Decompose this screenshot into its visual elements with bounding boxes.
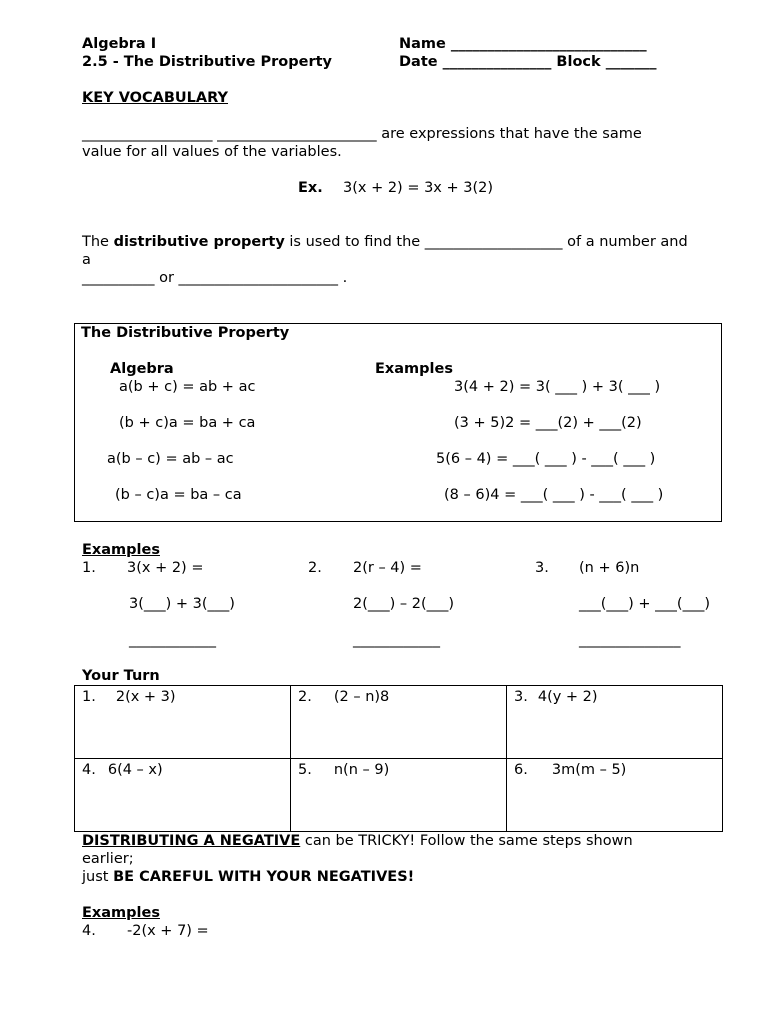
negative-text-1: can be TRICKY! Follow the same steps shown bbox=[300, 833, 633, 849]
name-field: Name ___________________________ bbox=[399, 36, 647, 52]
examples-2-heading: Examples bbox=[82, 905, 160, 921]
negative-warning: BE CAREFUL WITH YOUR NEGATIVES! bbox=[113, 869, 415, 885]
cell-4-problem: 6(4 – x) bbox=[107, 762, 163, 778]
example-3-answer: ______________ bbox=[579, 632, 681, 648]
algebra-rule-4: (b – c)a = ba – ca bbox=[115, 487, 242, 503]
dist-pre: The bbox=[82, 234, 114, 250]
example-2-answer: ____________ bbox=[353, 632, 440, 648]
your-turn-cell-3 bbox=[507, 686, 723, 759]
dist-line-2: a bbox=[82, 252, 91, 268]
distributive-sentence bbox=[82, 233, 688, 251]
negative-line-3 bbox=[82, 868, 414, 886]
cell-2-problem: (2 – n)8 bbox=[333, 689, 390, 705]
algebra-rule-1: a(b + c) = ab + ac bbox=[119, 379, 256, 395]
table-row bbox=[75, 759, 723, 832]
cell-6-problem: 3m(m – 5) bbox=[551, 762, 627, 778]
dist-post: is used to find the ___________________ of a number and bbox=[284, 234, 688, 250]
example-2-problem: 2(r – 4) = bbox=[353, 560, 422, 576]
negative-heading: DISTRIBUTING A NEGATIVE bbox=[82, 833, 301, 849]
cell-5-problem: n(n – 9) bbox=[333, 762, 390, 778]
your-turn-cell-5 bbox=[291, 759, 507, 832]
date-block-field: Date _______________ Block _______ bbox=[399, 54, 657, 70]
example-1-step: 3(___) + 3(___) bbox=[129, 596, 235, 612]
example-rule-2: (3 + 5)2 = ___(2) + ___(2) bbox=[454, 415, 642, 431]
your-turn-cell-1 bbox=[75, 686, 291, 759]
example-1-problem: 3(x + 2) = bbox=[127, 560, 204, 576]
your-turn-cell-6 bbox=[507, 759, 723, 832]
cell-2-num: 2. bbox=[298, 689, 312, 705]
example-4-problem: -2(x + 7) = bbox=[127, 923, 209, 939]
cell-6-num: 6. bbox=[514, 762, 528, 778]
property-box-title: The Distributive Property bbox=[81, 325, 290, 341]
algebra-rule-3: a(b – c) = ab – ac bbox=[107, 451, 234, 467]
vocab-line-1: __________________ ______________________ are expressions that have the same bbox=[82, 126, 642, 142]
cell-4-num: 4. bbox=[82, 762, 96, 778]
example-rule-1: 3(4 + 2) = 3( ___ ) + 3( ___ ) bbox=[454, 379, 661, 395]
lesson-title: 2.5 - The Distributive Property bbox=[82, 54, 333, 70]
example-rule-4: (8 – 6)4 = ___( ___ ) - ___( ___ ) bbox=[444, 487, 664, 503]
examples-header: Examples bbox=[375, 361, 453, 377]
cell-3-problem: 4(y + 2) bbox=[537, 689, 598, 705]
table-row bbox=[75, 686, 723, 759]
cell-3-num: 3. bbox=[514, 689, 528, 705]
negative-line-2: earlier; bbox=[82, 851, 134, 867]
cell-1-num: 1. bbox=[82, 689, 96, 705]
your-turn-heading: Your Turn bbox=[82, 668, 160, 684]
your-turn-cell-4 bbox=[75, 759, 291, 832]
your-turn-cell-2 bbox=[291, 686, 507, 759]
cell-1-problem: 2(x + 3) bbox=[115, 689, 176, 705]
example-3-step: ___(___) + ___(___) bbox=[579, 596, 710, 612]
example-4-num: 4. bbox=[82, 923, 96, 939]
example-1-answer: ____________ bbox=[129, 632, 216, 648]
your-turn-table bbox=[74, 685, 723, 832]
algebra-header: Algebra bbox=[110, 361, 174, 377]
example-2-step: 2(___) – 2(___) bbox=[353, 596, 455, 612]
negative-text-3-pre: just bbox=[82, 869, 114, 885]
example-2-num: 2. bbox=[308, 560, 322, 576]
course-title: Algebra I bbox=[82, 36, 157, 52]
cell-5-num: 5. bbox=[298, 762, 312, 778]
example-rule-3: 5(6 – 4) = ___( ___ ) - ___( ___ ) bbox=[436, 451, 656, 467]
dist-bold: distributive property bbox=[113, 234, 285, 250]
algebra-rule-2: (b + c)a = ba + ca bbox=[119, 415, 256, 431]
ex-text: 3(x + 2) = 3x + 3(2) bbox=[343, 180, 494, 196]
example-3-num: 3. bbox=[535, 560, 549, 576]
ex-label: Ex. bbox=[298, 180, 323, 196]
vocab-line-2: value for all values of the variables. bbox=[82, 144, 342, 160]
negative-line-1 bbox=[82, 832, 633, 850]
dist-line-3: __________ or ______________________ . bbox=[82, 270, 348, 286]
examples-heading: Examples bbox=[82, 542, 160, 558]
key-vocabulary-heading: KEY VOCABULARY bbox=[82, 90, 229, 106]
example-3-problem: (n + 6)n bbox=[579, 560, 640, 576]
example-1-num: 1. bbox=[82, 560, 96, 576]
